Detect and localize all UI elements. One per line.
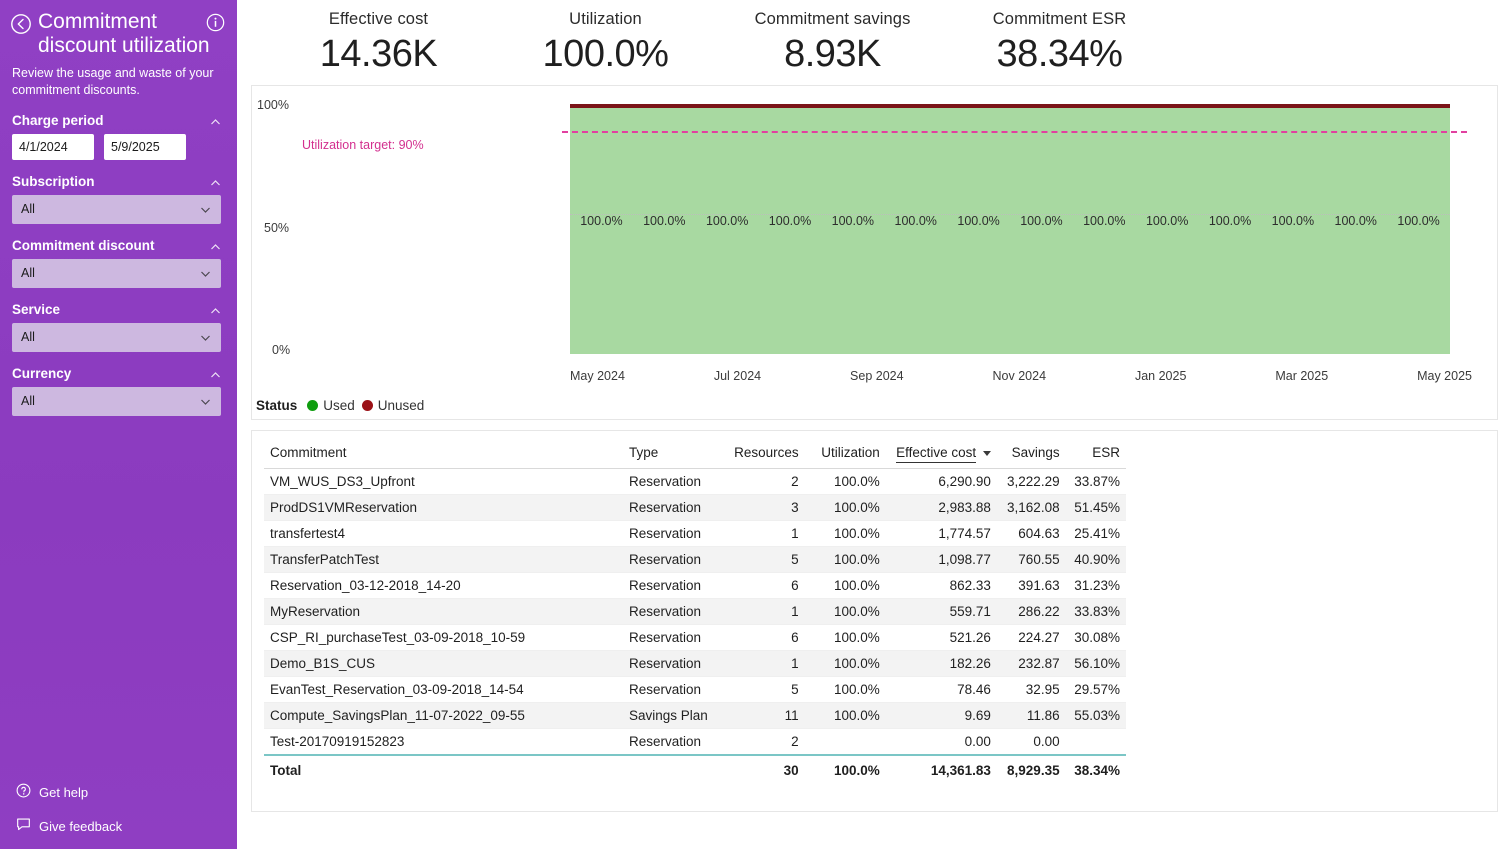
charge-period-end-input[interactable] [104,134,186,160]
legend-swatch-icon [362,400,373,411]
column-header-effective-cost-label: Effective cost [896,445,977,460]
x-axis-labels [570,369,1472,383]
cell-esr: 33.87% [1066,469,1126,495]
give-feedback-link[interactable] [14,809,223,843]
column-header-type[interactable]: Type [623,439,725,469]
back-arrow-icon[interactable] [10,13,32,35]
cell-resources: 6 [725,625,805,651]
cell-effective-cost: 182.26 [886,651,997,677]
page-description: Review the usage and waste of your commitment discounts. [12,66,214,97]
cell-esr: 30.08% [1066,625,1126,651]
cell-resources: 11 [725,703,805,729]
kpi-value: 8.93K [784,33,881,75]
kpi-label: Commitment ESR [992,10,1127,28]
cell-resources: 1 [725,651,805,677]
cell-type: Savings Plan [623,703,725,729]
cell-type: Reservation [623,573,725,599]
cell-savings: 224.27 [997,625,1066,651]
get-help-link[interactable] [14,775,223,809]
kpi-value: 100.0% [542,33,669,75]
cell-esr: 31.23% [1066,573,1126,599]
data-label: 100.0% [1334,214,1377,228]
data-label: 100.0% [1020,214,1063,228]
main-content [237,0,1512,849]
cell-type: Reservation [623,729,725,756]
cell-savings: 32.95 [997,677,1066,703]
cell-utilization: 100.0% [805,573,886,599]
chevron-down-icon [199,267,212,280]
unused-area-series [570,104,1450,108]
cell-savings: 3,222.29 [997,469,1066,495]
cell-resources: 3 [725,495,805,521]
cell-effective-cost: 0.00 [886,729,997,756]
data-label: 100.0% [580,214,623,228]
chevron-down-icon [199,331,212,344]
utilization-chart[interactable] [251,85,1498,420]
data-label: 100.0% [831,214,875,228]
table-row[interactable] [264,703,1126,729]
data-label: 100.0% [768,214,812,228]
cell-effective-cost: 6,290.90 [886,469,997,495]
filter-charge-period [0,113,237,160]
chevron-up-icon[interactable] [210,240,221,251]
service-select-value: All [21,330,35,345]
cell-total-label: Total [264,755,623,783]
legend-label: Used [323,398,355,413]
cell-effective-cost: 2,983.88 [886,495,997,521]
data-label: 100.0% [1397,214,1440,228]
cell-savings: 0.00 [997,729,1066,756]
cell-commitment: ProdDS1VMReservation [264,495,623,521]
cell-savings: 604.63 [997,521,1066,547]
data-label: 100.0% [1208,214,1252,228]
legend-label: Unused [377,398,425,413]
kpi-label: Effective cost [328,10,429,28]
data-label: 100.0% [1271,214,1315,228]
sort-descending-icon [983,451,991,456]
filter-currency [0,366,237,416]
cell-effective-cost: 521.26 [886,625,997,651]
service-select[interactable] [12,323,221,352]
cell-commitment: MyReservation [264,599,623,625]
cell-resources: 5 [725,547,805,573]
subscription-select[interactable] [12,195,221,224]
legend-item-used[interactable] [307,398,355,413]
cell-type: Reservation [623,521,725,547]
chevron-up-icon[interactable] [210,115,221,126]
cell-utilization: 100.0% [805,469,886,495]
cell-effective-cost: 1,774.57 [886,521,997,547]
cell-utilization: 100.0% [805,677,886,703]
gridline-50 [570,214,1450,215]
cell-utilization: 100.0% [805,521,886,547]
filter-service [0,302,237,352]
info-circle-icon[interactable] [206,13,225,32]
filter-commitment-discount [0,238,237,288]
filter-label-charge-period: Charge period [12,112,104,128]
filter-label-commitment-discount: Commitment discount [12,237,155,253]
cell-commitment: VM_WUS_DS3_Upfront [264,469,623,495]
cell-resources: 2 [725,729,805,756]
column-header-savings[interactable]: Savings [997,439,1066,469]
cell-effective-cost: 1,098.77 [886,547,997,573]
cell-savings: 286.22 [997,599,1066,625]
kpi-label: Commitment savings [754,10,911,28]
table-row[interactable] [264,729,1126,756]
cell-effective-cost: 78.46 [886,677,997,703]
cell-resources: 2 [725,469,805,495]
sidebar-header [0,0,237,99]
cell-utilization [805,729,886,756]
cell-type: Reservation [623,677,725,703]
x-axis-label: Nov 2024 [992,369,1047,383]
cell-utilization: 100.0% [805,651,886,677]
cell-type: Reservation [623,495,725,521]
cell-resources: 5 [725,677,805,703]
cell-esr: 51.45% [1066,495,1126,521]
cell-commitment: EvanTest_Reservation_03-09-2018_14-54 [264,677,623,703]
chevron-down-icon [199,203,212,216]
cell-commitment: Test-20170919152823 [264,729,623,756]
data-label: 100.0% [643,214,686,228]
cell-type: Reservation [623,651,725,677]
cell-total-effective-cost: 14,361.83 [886,755,997,783]
cell-commitment: CSP_RI_purchaseTest_03-09-2018_10-59 [264,625,623,651]
cell-resources: 1 [725,521,805,547]
currency-select-value: All [21,394,35,409]
kpi-value: 38.34% [996,33,1123,75]
cell-esr: 29.57% [1066,677,1126,703]
column-header-utilization[interactable]: Utilization [805,439,886,469]
column-header-resources[interactable]: Resources [725,439,805,469]
cell-utilization: 100.0% [805,495,886,521]
x-axis-label: Sep 2024 [850,369,904,383]
cell-esr: 25.41% [1066,521,1126,547]
table-row[interactable] [264,651,1126,677]
filter-label-subscription: Subscription [12,173,95,189]
table-header-row [264,439,1126,469]
cell-utilization: 100.0% [805,625,886,651]
filter-subscription [0,174,237,224]
kpi-effective-cost [265,4,492,76]
utilization-target-line [562,131,1467,133]
kpi-utilization [492,4,719,76]
table-row[interactable] [264,469,1126,495]
currency-select[interactable] [12,387,221,416]
data-label: 100.0% [1083,214,1126,228]
table-row[interactable] [264,573,1126,599]
cell-commitment: Reservation_03-12-2018_14-20 [264,573,623,599]
cell-total-resources: 30 [725,755,805,783]
cell-savings: 232.87 [997,651,1066,677]
get-help-label: Get help [39,784,89,800]
chevron-down-icon [199,395,212,408]
cell-type: Reservation [623,625,725,651]
give-feedback-label: Give feedback [39,818,123,834]
cell-savings: 3,162.08 [997,495,1066,521]
y-axis-label-50: 50% [264,221,290,235]
data-label: 100.0% [894,214,937,228]
kpi-commitment-esr [946,4,1173,76]
charge-period-start-input[interactable] [12,134,94,160]
used-area-series [570,106,1450,354]
cell-type: Reservation [623,599,725,625]
cell-esr [1066,729,1126,756]
page-title: Commitment discount utilization [38,10,210,57]
y-axis-label-100: 100% [257,98,289,112]
cell-utilization: 100.0% [805,599,886,625]
kpi-value: 14.36K [319,33,438,75]
cell-effective-cost: 862.33 [886,573,997,599]
cell-effective-cost: 559.71 [886,599,997,625]
cell-type: Reservation [623,469,725,495]
subscription-select-value: All [21,202,35,217]
chevron-up-icon[interactable] [210,368,221,379]
legend-title: Status [256,398,298,413]
sidebar-footer [0,775,237,843]
table-row[interactable] [264,599,1126,625]
help-circle-icon [16,783,31,801]
column-header-commitment[interactable]: Commitment [264,439,623,469]
sidebar [0,0,237,849]
table-row[interactable] [264,495,1126,521]
commitments-table-card [251,430,1498,812]
legend-item-unused[interactable] [362,398,425,413]
cell-utilization: 100.0% [805,703,886,729]
cell-esr: 40.90% [1066,547,1126,573]
cell-commitment: TransferPatchTest [264,547,623,573]
column-header-effective-cost[interactable] [886,439,997,469]
cell-effective-cost: 9.69 [886,703,997,729]
kpi-commitment-savings [719,4,946,76]
chevron-up-icon[interactable] [210,304,221,315]
data-label: 100.0% [957,214,1000,228]
cell-resources: 6 [725,573,805,599]
y-axis-label-0: 0% [272,343,291,357]
x-axis-label: Jan 2025 [1134,369,1187,383]
chevron-up-icon[interactable] [210,176,221,187]
cell-savings: 391.63 [997,573,1066,599]
filter-label-currency: Currency [12,365,72,381]
cell-savings: 11.86 [997,703,1066,729]
cell-savings: 760.55 [997,547,1066,573]
feedback-icon [16,817,31,835]
cell-type: Reservation [623,547,725,573]
cell-total-utilization: 100.0% [805,755,886,783]
table-row[interactable] [264,677,1126,703]
table-row[interactable] [264,625,1126,651]
x-axis-label: Mar 2025 [1275,369,1329,383]
cell-commitment: Demo_B1S_CUS [264,651,623,677]
cell-total-type [623,755,725,783]
kpi-row [251,0,1498,76]
table-row[interactable] [264,521,1126,547]
x-axis-label: May 2024 [570,369,625,383]
cell-total-esr: 38.34% [1066,755,1126,783]
data-label: 100.0% [705,214,749,228]
data-label: 100.0% [1145,214,1189,228]
sort-indicator-underline [896,462,976,463]
commitment-discount-select-value: All [21,266,35,281]
commitments-table [264,439,1126,783]
cell-commitment: transfertest4 [264,521,623,547]
cell-total-savings: 8,929.35 [997,755,1066,783]
cell-esr: 55.03% [1066,703,1126,729]
x-axis-label: May 2025 [1417,369,1472,383]
chart-legend [256,398,424,413]
cell-esr: 33.83% [1066,599,1126,625]
table-total-row [264,755,1126,783]
utilization-target-label: Utilization target: 90% [302,138,424,152]
cell-esr: 56.10% [1066,651,1126,677]
cell-resources: 1 [725,599,805,625]
x-axis-label: Jul 2024 [713,369,762,383]
kpi-label: Utilization [569,10,642,28]
legend-swatch-icon [307,400,318,411]
cell-commitment: Compute_SavingsPlan_11-07-2022_09-55 [264,703,623,729]
filter-label-service: Service [12,301,61,317]
column-header-esr[interactable]: ESR [1066,439,1126,469]
commitment-discount-select[interactable] [12,259,221,288]
cell-utilization: 100.0% [805,547,886,573]
table-row[interactable] [264,547,1126,573]
